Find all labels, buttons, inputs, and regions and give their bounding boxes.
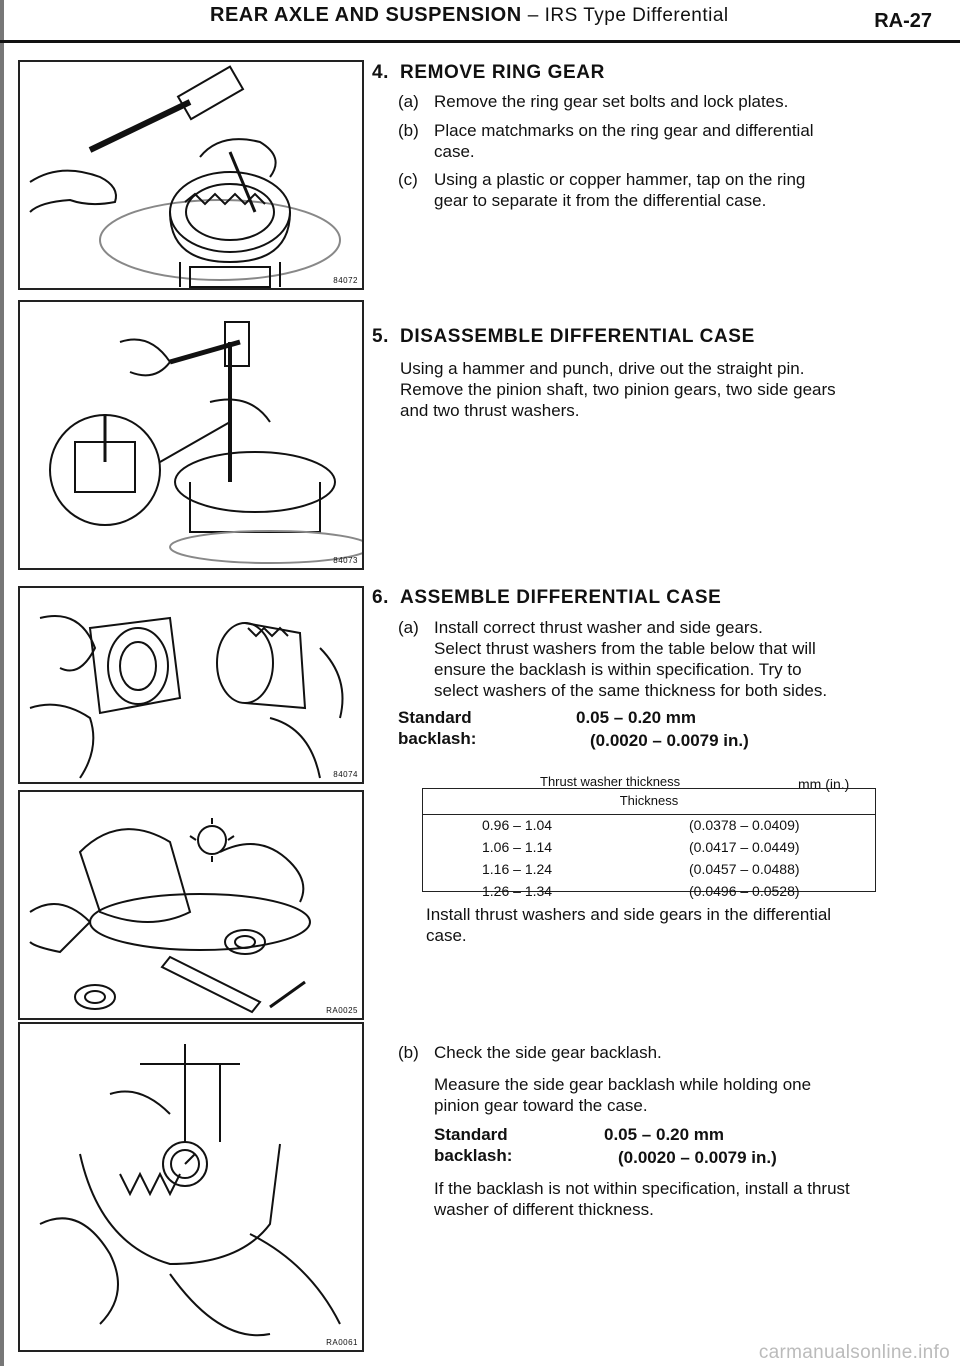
step-5-line-3: and two thrust washers. [400,401,580,420]
figure-id: 84073 [333,556,358,565]
step-4: 4. REMOVE RING GEAR (a) Remove the ring gear set bolts and lock plates. (b) Place matchmarks on the ring gear and differential case. (c) Using a plastic or copper hammer, tap on the ring gear to separate it from the differential case. [372,62,932,222]
step-5 [372,326,932,436]
step-5-heading: 5. DISASSEMBLE DIFFERENTIAL CASE [372,326,755,347]
figure-ring-gear-hammer [18,60,364,290]
figure-punch-pin [18,300,364,570]
figure-dial-indicator [18,1022,364,1352]
header-rule [0,40,960,43]
ring-gear-hammer-icon [20,62,362,288]
dial-indicator-icon [20,1024,362,1350]
table-caption: Thrust washer thickness [540,774,681,789]
watermark: carmanualsonline.info [758,1342,950,1363]
step-6-heading: 6. ASSEMBLE DIFFERENTIAL CASE [372,587,722,608]
step-6b: (b) Check the side gear backlash. Measure the side gear backlash while holding one pinion gear toward the case. Standard backlash: 0.05 – 0.20 mm (0.0020 – 0.0079 in.) If the backlash is not within specification, install a thrust washer of different thickness. [398,1043,850,1219]
page-number: RA-27 [874,10,932,32]
figure-id: 84074 [333,770,358,779]
page-header [0,0,960,60]
step-4-heading: 4. REMOVE RING GEAR [372,62,605,83]
table-header-thickness: Thickness [422,788,876,815]
thickness-table [422,814,876,902]
header-title: REAR AXLE AND SUSPENSION – IRS Type Differential [210,4,729,26]
step-6a-after: Install thrust washers and side gears in the differential case. [426,905,832,945]
step-5-line-1: Using a hammer and punch, drive out the straight pin. [400,359,805,378]
figure-id: RA0061 [326,1338,358,1347]
table-row: 1.16 – 1.24 (0.0457 – 0.0488) [482,861,800,877]
disassembled-parts-icon [20,792,362,1018]
page-edge [0,0,4,1366]
table-row: 1.06 – 1.14 (0.0417 – 0.0449) [482,839,800,855]
table-row: 0.96 – 1.04 (0.0378 – 0.0409) [482,817,800,833]
table-unit: mm (in.) [798,776,850,792]
figure-id: RA0025 [326,1006,358,1015]
figure-id: 84072 [333,276,358,285]
step-5-line-2: Remove the pinion shaft, two pinion gears, two side gears [400,380,836,399]
punch-pin-icon [20,302,362,568]
table-row: 1.26 – 1.34 (0.0496 – 0.0528) [482,883,800,899]
step-6: 6. ASSEMBLE DIFFERENTIAL CASE (a) Install correct thrust washer and side gears. Select thrust washers from the table below that will ensure the backlash is within specification. Try to select washers of the same thickness for both sides. Standard backlash: 0.05 – 0.20 mm (0.0020 – 0.0079 in.) [372,587,932,757]
figure-disassembled-parts [18,790,364,1020]
figure-side-gear-washer [18,586,364,784]
header-subtitle: – IRS Type Differential [527,5,729,26]
side-gear-washer-icon [20,588,362,782]
